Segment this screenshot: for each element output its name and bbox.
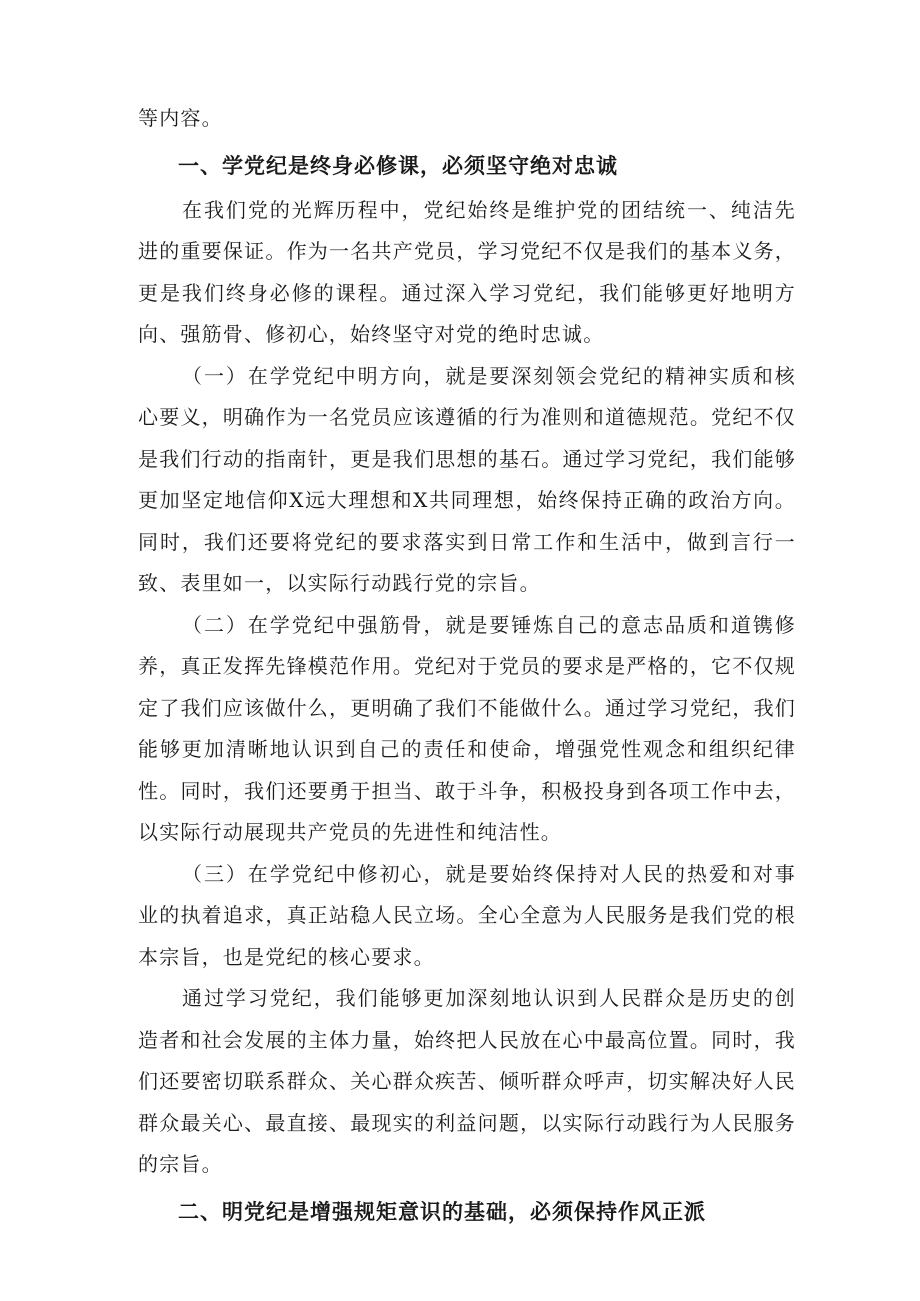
lead-fragment: 等内容。 xyxy=(138,106,223,130)
section-1-intro-paragraph: 在我们党的光辉历程中，党纪始终是维护党的团结统一、纯洁先进的重要保证。作为一名共产党员，学习党纪不仅是我们的基本义务，更是我们终身必修的课程。通过深入学习党纪，我们能够更好地明方向、强筋骨、修初心，始终坚守对党的绝时忠诚。 xyxy=(138,197,796,346)
section-1-closing-paragraph: 通过学习党纪，我们能够更加深刻地认识到人民群众是历史的创造者和社会发展的主体力量，始终把人民放在心中最高位置。同时，我们还要密切联系群众、关心群众疾苦、倾听群众呼声，切实解决好人民群众最关心、最直接、最现实的利益问题，以实际行动践行为人民服务的宗旨。 xyxy=(138,986,796,1176)
document-body xyxy=(138,98,796,1234)
section-1-heading: 一、学党纪是终身必修课，必须坚守绝对忠诚 xyxy=(178,153,618,178)
section-1-point-1-paragraph: （一）在学党纪中明方向，就是要深刻领会党纪的精神实质和核心要义，明确作为一名党员应该遵循的行为准则和道德规范。党纪不仅是我们行动的指南针，更是我们思想的基石。通过学习党纪，我们能够更加坚定地信仰X远大理想和X共同理想，始终保持正确的政治方向。同时，我们还要将党纪的要求落实到日常工作和生活中，做到言行一致、表里如一，以实际行动践行党的宗旨。 xyxy=(138,363,796,595)
section-1-point-3-paragraph: （三）在学党纪中修初心，就是要始终保持对人民的热爱和对事业的执着追求，真正站稳人民立场。全心全意为人民服务是我们党的根本宗旨，也是党纪的核心要求。 xyxy=(138,861,796,969)
section-1-point-2-paragraph: （二）在学党纪中强筋骨，就是要锤炼自己的意志品质和道镌修养，真正发挥先锋模范作用。党纪对于党员的要求是严格的，它不仅规定了我们应该做什么，更明确了我们不能做什么。通过学习党纪，我们能够更加清晰地认识到自己的责任和使命，增强党性观念和组织纪律性。同时，我们还要勇于担当、敢于斗争，积极投身到各项工作中去，以实际行动展现共产党员的先进性和纯洁性。 xyxy=(138,612,796,844)
section-2-heading: 二、明党纪是增强规矩意识的基础，必须保持作风正派 xyxy=(178,1199,706,1224)
